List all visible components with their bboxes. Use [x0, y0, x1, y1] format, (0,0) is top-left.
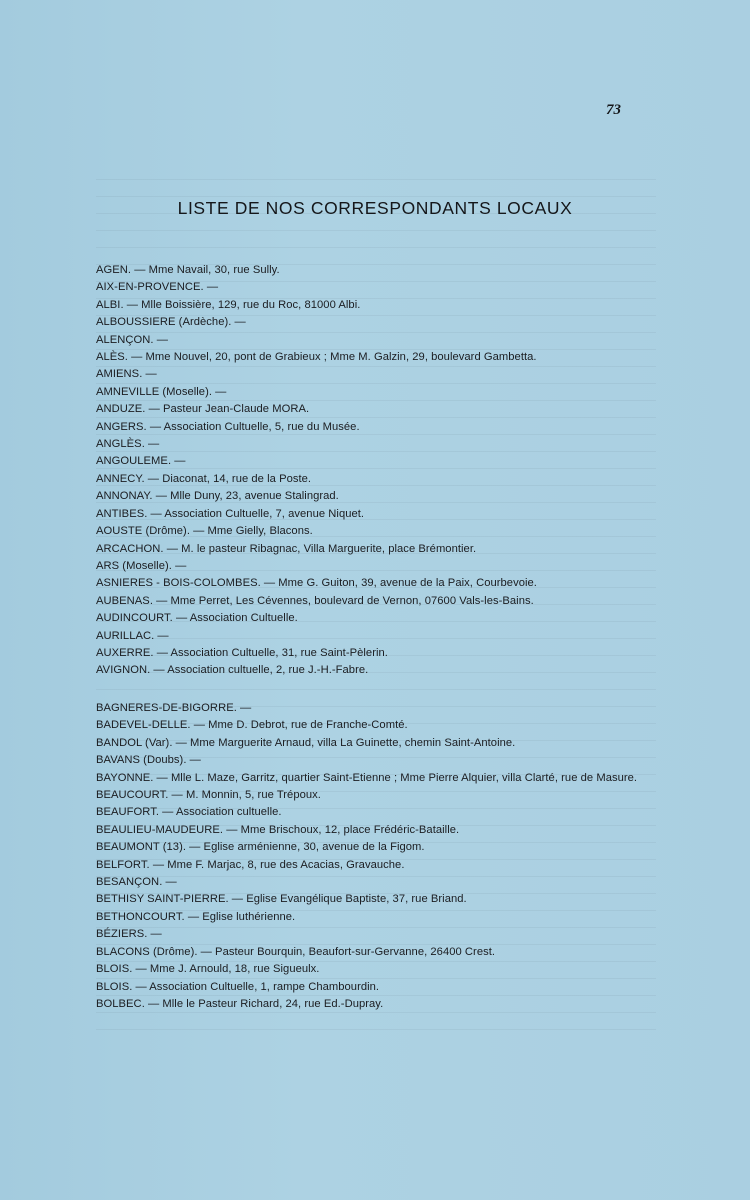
list-item: BELFORT. — Mme F. Marjac, 8, rue des Acacias, Gravauche.: [96, 858, 405, 871]
list-item: BETHONCOURT. — Eglise luthérienne.: [96, 910, 296, 923]
list-item: BETHISY SAINT-PIERRE. — Eglise Evangélique Baptiste, 37, rue Briand.: [96, 893, 467, 906]
list-item: AURILLAC. —: [96, 629, 169, 642]
list-item: ARS (Moselle). —: [96, 559, 187, 572]
list-item: AVIGNON. — Association cultuelle, 2, rue J.-H.-Fabre.: [96, 664, 369, 677]
list-item: AMNEVILLE (Moselle). —: [96, 385, 227, 398]
list-item: ANGOULEME. —: [96, 455, 186, 468]
list-item: BAVANS (Doubs). —: [96, 754, 201, 767]
list-item: ALENÇON. —: [96, 333, 168, 346]
correspondents-list-a: [96, 262, 656, 680]
list-item: ALÈS. — Mme Nouvel, 20, pont de Grabieux ; Mme M. Galzin, 29, boulevard Gambetta.: [96, 351, 537, 364]
list-item: BAGNERES-DE-BIGORRE. —: [96, 702, 252, 714]
list-item: BÉZIERS. —: [96, 928, 162, 941]
list-item: ALBOUSSIERE (Ardèche). —: [96, 316, 246, 329]
list-item: AUXERRE. — Association Cultuelle, 31, rue Saint-Pèlerin.: [96, 646, 388, 659]
list-item: ANGERS. — Association Cultuelle, 5, rue du Musée.: [96, 420, 360, 433]
list-item: BLOIS. — Mme J. Arnould, 18, rue Sigueulx.: [96, 963, 320, 976]
list-item: ANDUZE. — Pasteur Jean-Claude MORA.: [96, 403, 310, 416]
list-item: AUDINCOURT. — Association Cultuelle.: [96, 612, 298, 625]
list-item: ARCACHON. — M. le pasteur Ribagnac, Villa Marguerite, place Brémontier.: [96, 542, 477, 555]
list-item: ANNECY. — Diaconat, 14, rue de la Poste.: [96, 472, 312, 485]
list-item: BADEVEL-DELLE. — Mme D. Debrot, rue de Franche-Comté.: [96, 719, 408, 732]
list-item: BEAULIEU-MAUDEURE. — Mme Brischoux, 12, place Frédéric-Bataille.: [96, 823, 460, 836]
page-title: LISTE DE NOS CORRESPONDANTS LOCAUX: [177, 198, 573, 218]
list-item: ANNONAY. — Mlle Duny, 23, avenue Stalingrad.: [96, 490, 339, 503]
list-item: BEAUFORT. — Association cultuelle.: [96, 806, 282, 819]
list-item: ALBI. — Mlle Boissière, 129, rue du Roc, 81000 Albi.: [96, 298, 361, 311]
list-item: BEAUCOURT. — M. Monnin, 5, rue Trépoux.: [96, 789, 321, 802]
list-item: AMIENS. —: [96, 368, 157, 381]
list-item: AIX-EN-PROVENCE. —: [96, 281, 219, 294]
list-item: BLACONS (Drôme). — Pasteur Bourquin, Beaufort-sur-Gervanne, 26400 Crest.: [96, 945, 496, 958]
list-item: BESANÇON. —: [96, 876, 177, 889]
list-item: BLOIS. — Association Cultuelle, 1, rampe Chambourdin.: [96, 980, 380, 993]
list-item: BAYONNE. — Mlle L. Maze, Garritz, quartier Saint-Etienne ; Mme Pierre Alquier, villa Clarté, rue de Masure.: [96, 771, 638, 784]
list-item: ANGLÈS. —: [96, 438, 160, 451]
correspondents-list-b: [96, 700, 656, 1013]
list-item: ASNIERES - BOIS-COLOMBES. — Mme G. Guiton, 39, avenue de la Paix, Courbevoie.: [96, 577, 537, 590]
list-item: BOLBEC. — Mlle le Pasteur Richard, 24, rue Ed.-Dupray.: [96, 997, 384, 1010]
page-number: 73: [606, 102, 621, 118]
list-item: AUBENAS. — Mme Perret, Les Cévennes, boulevard de Vernon, 07600 Vals-les-Bains.: [96, 594, 534, 607]
list-item: AGEN. — Mme Navail, 30, rue Sully.: [96, 264, 280, 276]
list-item: ANTIBES. — Association Cultuelle, 7, avenue Niquet.: [96, 507, 365, 520]
list-item: BEAUMONT (13). — Eglise arménienne, 30, avenue de la Figom.: [96, 841, 425, 854]
list-item: AOUSTE (Drôme). — Mme Gielly, Blacons.: [96, 525, 313, 538]
list-item: BANDOL (Var). — Mme Marguerite Arnaud, villa La Guinette, chemin Saint-Antoine.: [96, 736, 516, 749]
